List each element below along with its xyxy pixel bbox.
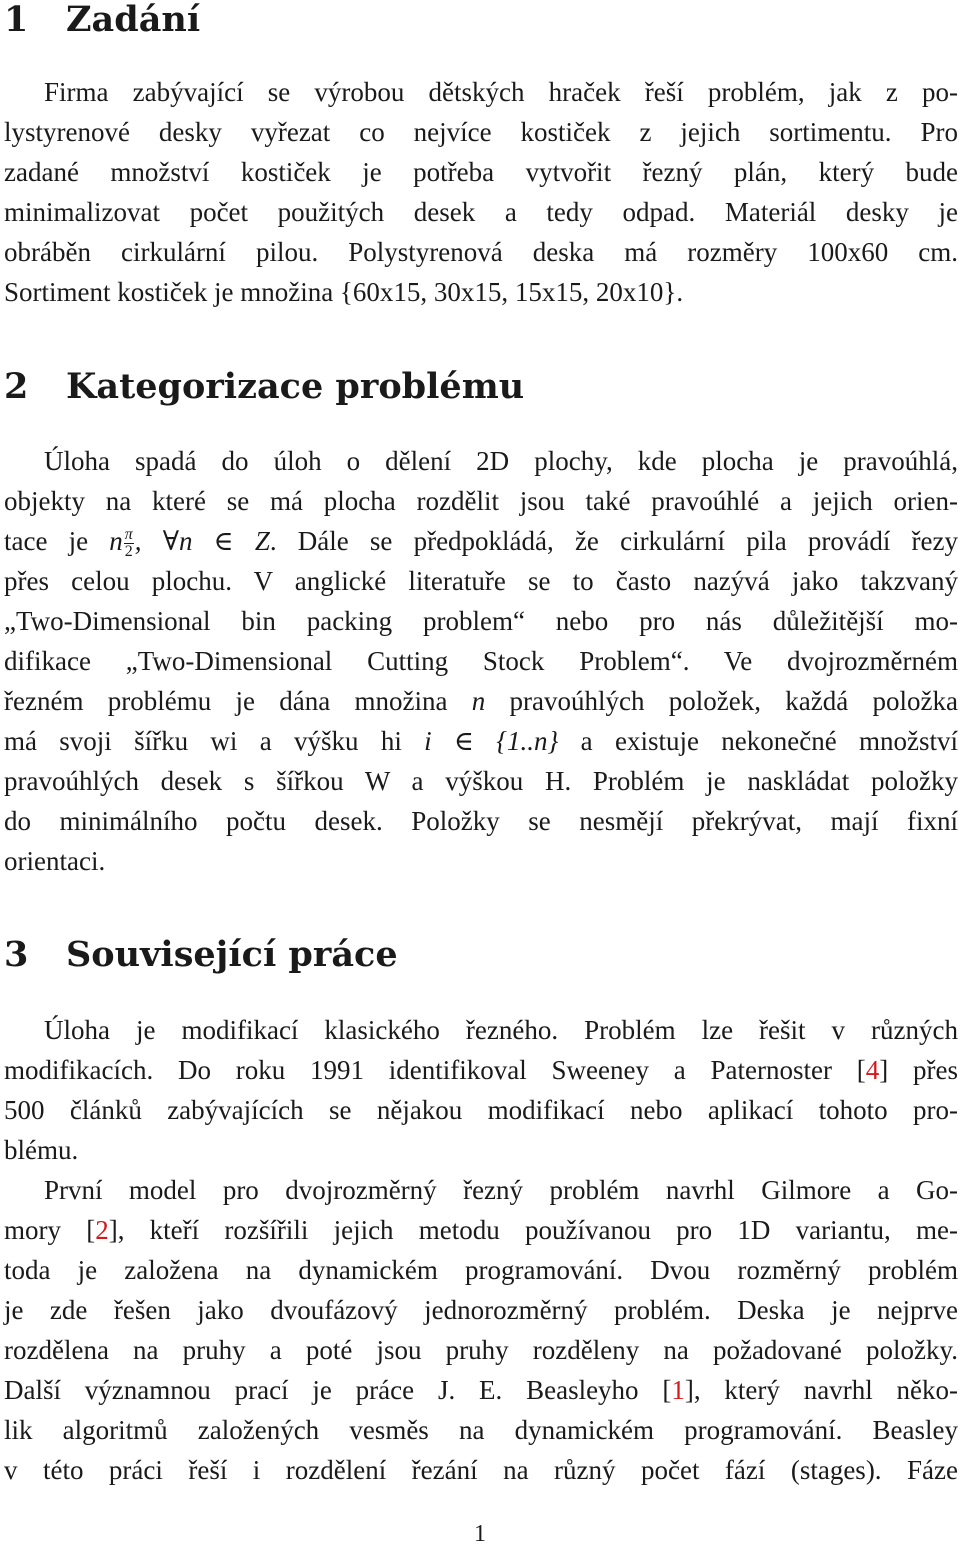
paragraph-line: Úloha je modifikací klasického řezného. Problém lze řešit v různých (44, 1015, 958, 1045)
math-variable: n (471, 686, 486, 716)
paragraph-line-with-math: má svoji šířku wi a výšku hi i ∈ {1..n} a existuje nekonečné množství (4, 726, 958, 756)
paragraph-line: toda je založena na dynamickém programování. Dvou rozměrný problém (4, 1255, 958, 1285)
paragraph-line-with-citation: Další významnou prací je práce J. E. Beasleyho [1], který navrhl něko- (4, 1375, 959, 1405)
paragraph-line: Sortiment kostiček je množina {60x15, 30x15, 15x15, 20x10}. (4, 277, 684, 307)
section-number: 1 (4, 0, 29, 40)
section-title: Zadání (66, 0, 201, 40)
paragraph-line: orientaci. (4, 846, 106, 876)
paragraph-line: je zde řešen jako dvoufázový jednorozměrný problém. Deska je nejprve (4, 1295, 958, 1325)
paragraph-line: rozdělena na pruhy a poté jsou pruhy rozděleny na požadované položky. (4, 1335, 958, 1365)
paragraph-line: minimalizovat počet použitých desek a tedy odpad. Materiál desky je (4, 197, 958, 227)
paragraph-line: lik algoritmů založených vesměs na dynamickém programování. Beasley (4, 1415, 958, 1445)
paragraph-line: v této práci řeší i rozdělení řezání na různý počet fází (stages). Fáze (4, 1455, 958, 1485)
paragraph-line: 500 článků zabývajících se nějakou modifikací nebo aplikací tohoto pro- (4, 1095, 958, 1125)
paragraph-line: První model pro dvojrozměrný řezný problém navrhl Gilmore a Go- (44, 1175, 958, 1205)
paragraph-line-with-math: tace je n $\frac{\pi}{2}$ , ∀n ∈ Z. Dále se předpokládá, že cirkulární pila provádí řezy (4, 526, 958, 561)
section-title: Související práce (66, 934, 398, 975)
section-number: 2 (4, 366, 29, 407)
page-number: 1 (474, 1521, 486, 1547)
citation-link[interactable]: 1 (671, 1375, 685, 1405)
math-expression: , ∀n ∈ Z (134, 526, 270, 556)
math-variable: n (109, 526, 123, 556)
paragraph-line: zadané množství kostiček je potřeba vytvořit řezný plán, který bude (4, 157, 958, 187)
math-expression: i ∈ {1..n} (424, 726, 559, 756)
paragraph-line: přes celou plochu. V anglické literatuře se to často nazývá jako takzvaný (4, 566, 958, 596)
math-fraction: $\frac{\pi}{2}$ (124, 526, 133, 561)
section-title: Kategorizace problému (66, 366, 525, 407)
section-heading-1 (4, 0, 200, 40)
paragraph-line: difikace „Two-Dimensional Cutting Stock Problem“. Ve dvojrozměrném (4, 646, 958, 676)
section-number: 3 (4, 934, 29, 975)
paragraph-line-with-math: řezném problému je dána množina n pravoúhlých položek, každá položka (4, 686, 958, 716)
paragraph-line: lystyrenové desky vyřezat co nejvíce kostiček z jejich sortimentu. Pro (4, 117, 958, 147)
paragraph-line: pravoúhlých desek s šířkou W a výškou H. Problém je naskládat položky (4, 766, 958, 796)
section-heading-3 (4, 935, 398, 975)
paragraph-line: Firma zabývající se výrobou dětských hraček řeší problém, jak z po- (44, 77, 958, 107)
paragraph-line: obráběn cirkulární pilou. Polystyrenová deska má rozměry 100x60 cm. (4, 237, 958, 267)
citation-link[interactable]: 4 (865, 1055, 880, 1085)
paragraph-line: „Two-Dimensional bin packing problem“ nebo pro nás důležitější mo- (4, 606, 958, 636)
paragraph-line: objekty na které se má plocha rozdělit jsou také pravoúhlé a jejich orien- (4, 486, 958, 516)
paragraph-line: Úloha spadá do úloh o dělení 2D plochy, kde plocha je pravoúhlá, (44, 446, 958, 476)
paragraph-line-with-citation: mory [2], kteří rozšířili jejich metodu používanou pro 1D variantu, me- (4, 1215, 959, 1245)
paragraph-line: blému. (4, 1135, 79, 1165)
paragraph-line-with-citation: modifikacích. Do roku 1991 identifikoval Sweeney a Paternoster [4] přes (4, 1055, 958, 1085)
citation-link[interactable]: 2 (95, 1215, 109, 1245)
paragraph-line: do minimálního počtu desek. Položky se nesmějí překrývat, mají fixní (4, 806, 958, 836)
section-heading-2 (4, 367, 524, 407)
